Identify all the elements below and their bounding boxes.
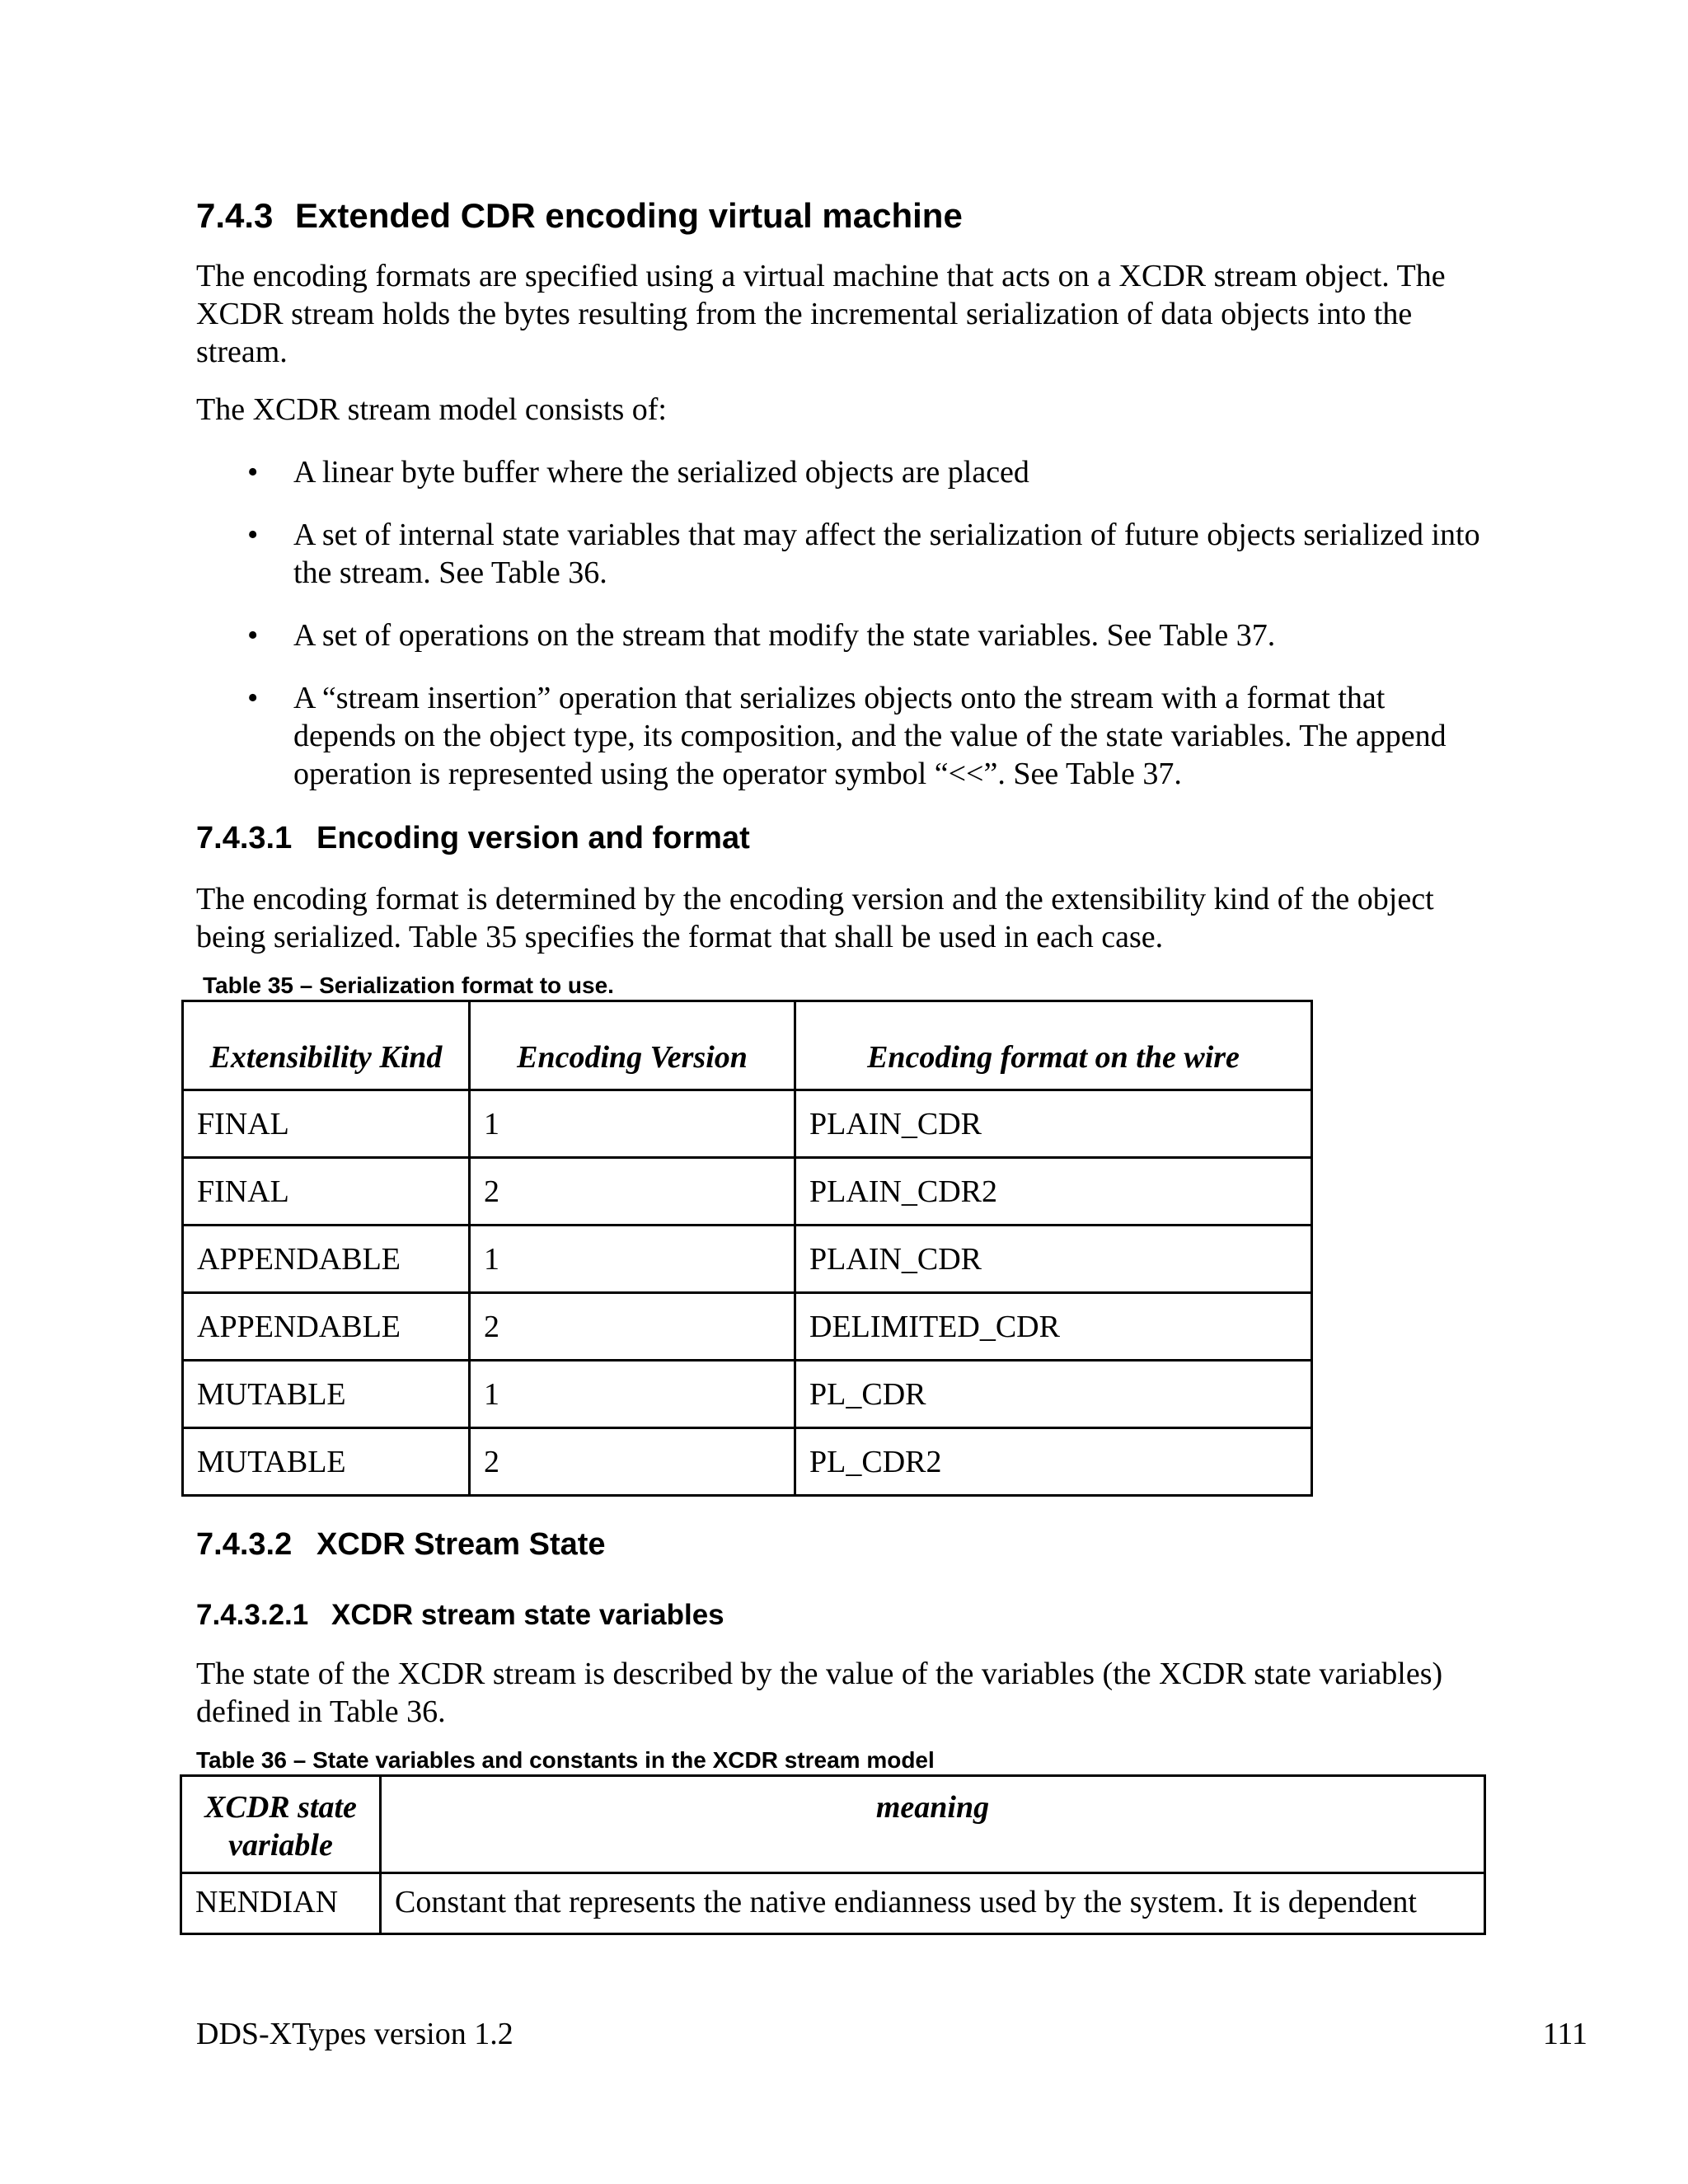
model-intro-paragraph: The XCDR stream model consists of: [196,392,667,427]
subsection-number: 7.4.3.1 [196,821,293,855]
subsection-paragraph: The encoding format is determined by the encoding version and the extensibility kind of the object being serialized. Table 35 specifies the format that shall be used in each case. [196,882,1434,954]
table-header-cell: meaning [381,1776,1485,1873]
table-header-cell: Encoding format on the wire [795,1001,1312,1090]
section-heading [196,196,963,236]
intro-paragraph: The encoding formats are specified using a virtual machine that acts on a XCDR stream object. The XCDR stream holds the bytes resulting from the incremental serialization of data objects into the stream. [196,259,1446,369]
table-cell: 1 [470,1226,795,1293]
table-cell: FINAL [183,1158,470,1226]
table-row [183,1226,1312,1293]
table-cell: PL_CDR [795,1361,1312,1428]
list-item-text: A linear byte buffer where the serialized objects are placed [293,455,1029,490]
table-cell: Constant that represents the native endianness used by the system. It is dependent [381,1873,1485,1934]
list-item-text: A set of internal state variables that may affect the serialization of future objects serialized into the stream. See Table 36. [293,518,1480,590]
list-item-text: A set of operations on the stream that modify the state variables. See Table 37. [293,618,1276,653]
table-cell: 2 [470,1428,795,1496]
section-title: Extended CDR encoding virtual machine [295,196,963,235]
bullet-icon: • [247,518,259,552]
table-row [183,1293,1312,1361]
table-row [183,1090,1312,1158]
table-header-row [183,1001,1312,1090]
table-cell: PLAIN_CDR [795,1090,1312,1158]
footer-page-number: 111 [1542,2017,1587,2051]
subsubsection-heading [196,1599,724,1632]
table-cell: PLAIN_CDR2 [795,1158,1312,1226]
table-cell: 2 [470,1293,795,1361]
table-cell: 2 [470,1158,795,1226]
table-header-cell: Encoding Version [470,1001,795,1090]
subsection-heading [196,821,750,856]
table-caption: Table 36 – State variables and constants in the XCDR stream model [196,1747,935,1773]
bullet-icon: • [247,455,259,490]
state-variables-table [180,1774,1486,1935]
subsection-number: 7.4.3.2 [196,1527,293,1562]
section-number: 7.4.3 [196,196,274,235]
table-cell: MUTABLE [183,1428,470,1496]
table-cell: 1 [470,1361,795,1428]
subsection-heading [196,1527,606,1563]
table-cell: PL_CDR2 [795,1428,1312,1496]
subsubsection-paragraph: The state of the XCDR stream is described by the value of the variables (the XCDR state variables) defined in Table 36. [196,1657,1443,1729]
subsubsection-title: XCDR stream state variables [331,1599,724,1631]
table-header-cell: XCDR state variable [181,1776,381,1873]
subsection-title: Encoding version and format [316,821,750,855]
serialization-format-table [181,1000,1313,1497]
table-row [183,1428,1312,1496]
table-cell: APPENDABLE [183,1293,470,1361]
table-cell: APPENDABLE [183,1226,470,1293]
table-row [181,1873,1485,1934]
table-cell: NENDIAN [181,1873,381,1934]
table-cell: FINAL [183,1090,470,1158]
list-item-text: A “stream insertion” operation that serializes objects onto the stream with a format that depends on the object type, its composition, and the value of the state variables. The append operation is represented using the operator symbol “<<”. See Table 37. [293,681,1447,791]
table-cell: DELIMITED_CDR [795,1293,1312,1361]
table-caption: Table 35 – Serialization format to use. [203,972,614,998]
table-row [183,1361,1312,1428]
subsubsection-number: 7.4.3.2.1 [196,1599,309,1631]
bullet-icon: • [247,681,259,715]
footer-document-name: DDS-XTypes version 1.2 [196,2017,513,2051]
bullet-icon: • [247,618,259,653]
table-header-row [181,1776,1485,1873]
table-cell: 1 [470,1090,795,1158]
table-header-cell: Extensibility Kind [183,1001,470,1090]
table-cell: PLAIN_CDR [795,1226,1312,1293]
subsection-title: XCDR Stream State [316,1527,606,1562]
table-row [183,1158,1312,1226]
table-cell: MUTABLE [183,1361,470,1428]
